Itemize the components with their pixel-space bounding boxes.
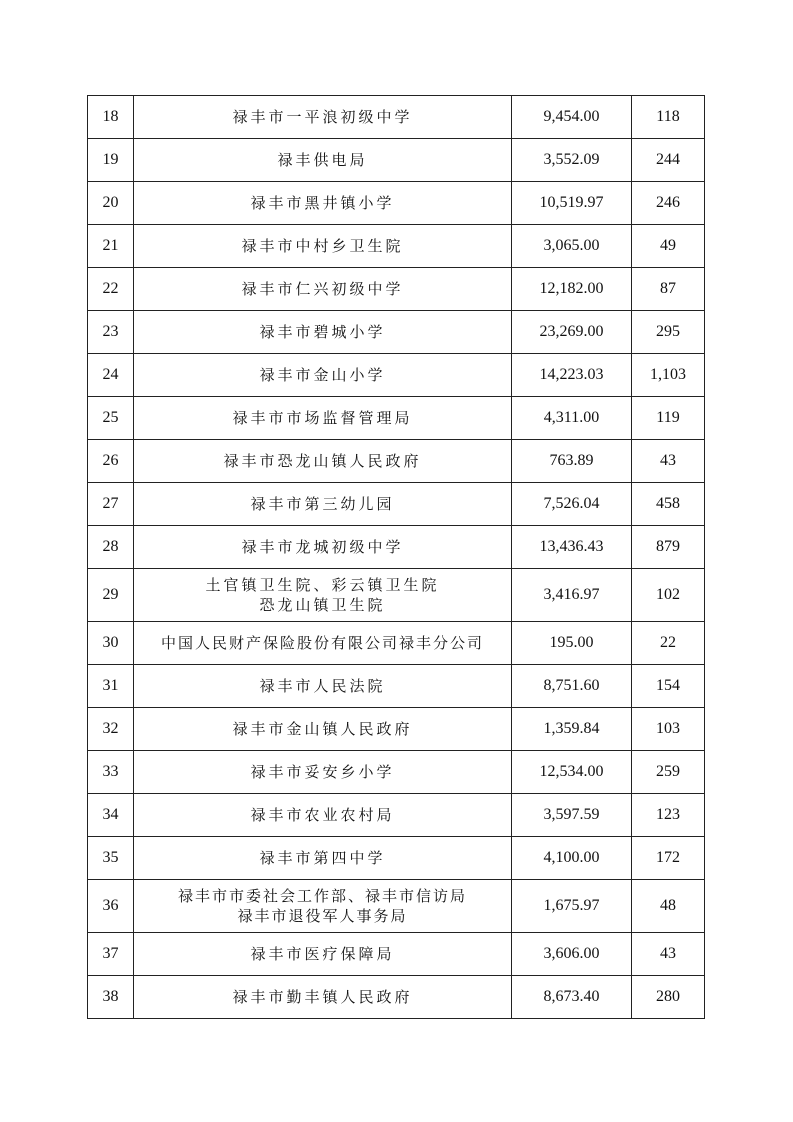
count-value: 87 bbox=[632, 268, 705, 311]
table-row bbox=[88, 526, 705, 569]
table-row bbox=[88, 569, 705, 622]
unit-name bbox=[134, 794, 512, 837]
count-value: 43 bbox=[632, 933, 705, 976]
unit-name bbox=[134, 354, 512, 397]
amount-value: 9,454.00 bbox=[512, 96, 632, 139]
row-number: 32 bbox=[88, 708, 134, 751]
unit-name-line: 禄丰市碧城小学 bbox=[259, 323, 386, 341]
amount-value: 7,526.04 bbox=[512, 483, 632, 526]
count-value: 102 bbox=[632, 569, 705, 622]
row-number: 25 bbox=[88, 397, 134, 440]
table-row bbox=[88, 483, 705, 526]
unit-name bbox=[134, 569, 512, 622]
unit-name-line: 禄丰市龙城初级中学 bbox=[241, 538, 404, 556]
unit-name bbox=[134, 933, 512, 976]
count-value: 879 bbox=[632, 526, 705, 569]
unit-name bbox=[134, 837, 512, 880]
amount-value: 12,534.00 bbox=[512, 751, 632, 794]
amount-value: 195.00 bbox=[512, 622, 632, 665]
unit-name-line: 禄丰市退役军人事务局 bbox=[237, 907, 408, 925]
unit-name bbox=[134, 440, 512, 483]
table-row bbox=[88, 794, 705, 837]
count-value: 458 bbox=[632, 483, 705, 526]
table-row bbox=[88, 837, 705, 880]
table-row bbox=[88, 751, 705, 794]
table-row bbox=[88, 96, 705, 139]
unit-name bbox=[134, 182, 512, 225]
unit-name-line: 恐龙山镇卫生院 bbox=[259, 596, 386, 614]
unit-name-line: 禄丰市黑井镇小学 bbox=[250, 194, 395, 212]
unit-name-line: 禄丰供电局 bbox=[277, 151, 368, 169]
count-value: 295 bbox=[632, 311, 705, 354]
count-value: 1,103 bbox=[632, 354, 705, 397]
amount-value: 763.89 bbox=[512, 440, 632, 483]
unit-name bbox=[134, 397, 512, 440]
count-value: 119 bbox=[632, 397, 705, 440]
amount-value: 1,359.84 bbox=[512, 708, 632, 751]
unit-name-line: 禄丰市恐龙山镇人民政府 bbox=[223, 452, 422, 470]
amount-value: 3,065.00 bbox=[512, 225, 632, 268]
count-value: 280 bbox=[632, 976, 705, 1019]
count-value: 22 bbox=[632, 622, 705, 665]
count-value: 244 bbox=[632, 139, 705, 182]
row-number: 22 bbox=[88, 268, 134, 311]
row-number: 36 bbox=[88, 880, 134, 933]
unit-name bbox=[134, 976, 512, 1019]
amount-value: 12,182.00 bbox=[512, 268, 632, 311]
table-row bbox=[88, 311, 705, 354]
row-number: 33 bbox=[88, 751, 134, 794]
unit-name-line: 禄丰市医疗保障局 bbox=[250, 945, 395, 963]
table-row bbox=[88, 182, 705, 225]
amount-value: 10,519.97 bbox=[512, 182, 632, 225]
table-row bbox=[88, 397, 705, 440]
unit-name bbox=[134, 880, 512, 933]
count-value: 103 bbox=[632, 708, 705, 751]
unit-name-line: 禄丰市勤丰镇人民政府 bbox=[232, 988, 413, 1006]
amount-value: 1,675.97 bbox=[512, 880, 632, 933]
amount-value: 23,269.00 bbox=[512, 311, 632, 354]
amount-value: 4,100.00 bbox=[512, 837, 632, 880]
table-row bbox=[88, 708, 705, 751]
unit-name-line: 禄丰市市委社会工作部、禄丰市信访局 bbox=[177, 887, 467, 905]
unit-name-line: 中国人民财产保险股份有限公司禄丰分公司 bbox=[160, 634, 484, 652]
row-number: 24 bbox=[88, 354, 134, 397]
unit-name bbox=[134, 483, 512, 526]
unit-name-line: 禄丰市妥安乡小学 bbox=[250, 763, 395, 781]
count-value: 154 bbox=[632, 665, 705, 708]
unit-name-line: 禄丰市农业农村局 bbox=[250, 806, 395, 824]
unit-name bbox=[134, 526, 512, 569]
table-row bbox=[88, 665, 705, 708]
unit-name-line: 禄丰市中村乡卫生院 bbox=[241, 237, 404, 255]
row-number: 37 bbox=[88, 933, 134, 976]
unit-name bbox=[134, 139, 512, 182]
row-number: 30 bbox=[88, 622, 134, 665]
row-number: 27 bbox=[88, 483, 134, 526]
row-number: 28 bbox=[88, 526, 134, 569]
count-value: 48 bbox=[632, 880, 705, 933]
count-value: 49 bbox=[632, 225, 705, 268]
row-number: 31 bbox=[88, 665, 134, 708]
amount-value: 3,552.09 bbox=[512, 139, 632, 182]
row-number: 19 bbox=[88, 139, 134, 182]
data-table bbox=[87, 95, 705, 1019]
unit-name-line: 禄丰市金山小学 bbox=[259, 366, 386, 384]
row-number: 23 bbox=[88, 311, 134, 354]
row-number: 21 bbox=[88, 225, 134, 268]
unit-name-line: 土官镇卫生院、彩云镇卫生院 bbox=[205, 576, 440, 594]
table-row bbox=[88, 354, 705, 397]
amount-value: 8,673.40 bbox=[512, 976, 632, 1019]
amount-value: 8,751.60 bbox=[512, 665, 632, 708]
count-value: 246 bbox=[632, 182, 705, 225]
table-row bbox=[88, 880, 705, 933]
count-value: 123 bbox=[632, 794, 705, 837]
unit-name bbox=[134, 751, 512, 794]
table-row bbox=[88, 139, 705, 182]
table-row bbox=[88, 440, 705, 483]
table-row bbox=[88, 622, 705, 665]
unit-name-line: 禄丰市金山镇人民政府 bbox=[232, 720, 413, 738]
row-number: 38 bbox=[88, 976, 134, 1019]
unit-name-line: 禄丰市一平浪初级中学 bbox=[232, 108, 413, 126]
unit-name bbox=[134, 96, 512, 139]
amount-value: 3,416.97 bbox=[512, 569, 632, 622]
row-number: 34 bbox=[88, 794, 134, 837]
unit-name bbox=[134, 268, 512, 311]
row-number: 18 bbox=[88, 96, 134, 139]
table-row bbox=[88, 225, 705, 268]
count-value: 259 bbox=[632, 751, 705, 794]
count-value: 172 bbox=[632, 837, 705, 880]
row-number: 20 bbox=[88, 182, 134, 225]
unit-name-line: 禄丰市人民法院 bbox=[259, 677, 386, 695]
row-number: 26 bbox=[88, 440, 134, 483]
amount-value: 3,606.00 bbox=[512, 933, 632, 976]
count-value: 43 bbox=[632, 440, 705, 483]
unit-name bbox=[134, 665, 512, 708]
amount-value: 3,597.59 bbox=[512, 794, 632, 837]
table-row bbox=[88, 268, 705, 311]
table-row bbox=[88, 933, 705, 976]
amount-value: 13,436.43 bbox=[512, 526, 632, 569]
unit-name-line: 禄丰市仁兴初级中学 bbox=[241, 280, 404, 298]
table-row bbox=[88, 976, 705, 1019]
amount-value: 14,223.03 bbox=[512, 354, 632, 397]
unit-name bbox=[134, 622, 512, 665]
unit-name bbox=[134, 708, 512, 751]
unit-name bbox=[134, 225, 512, 268]
unit-name-line: 禄丰市第四中学 bbox=[259, 849, 386, 867]
count-value: 118 bbox=[632, 96, 705, 139]
amount-value: 4,311.00 bbox=[512, 397, 632, 440]
unit-name bbox=[134, 311, 512, 354]
unit-name-line: 禄丰市市场监督管理局 bbox=[232, 409, 413, 427]
row-number: 29 bbox=[88, 569, 134, 622]
row-number: 35 bbox=[88, 837, 134, 880]
unit-name-line: 禄丰市第三幼儿园 bbox=[250, 495, 395, 513]
